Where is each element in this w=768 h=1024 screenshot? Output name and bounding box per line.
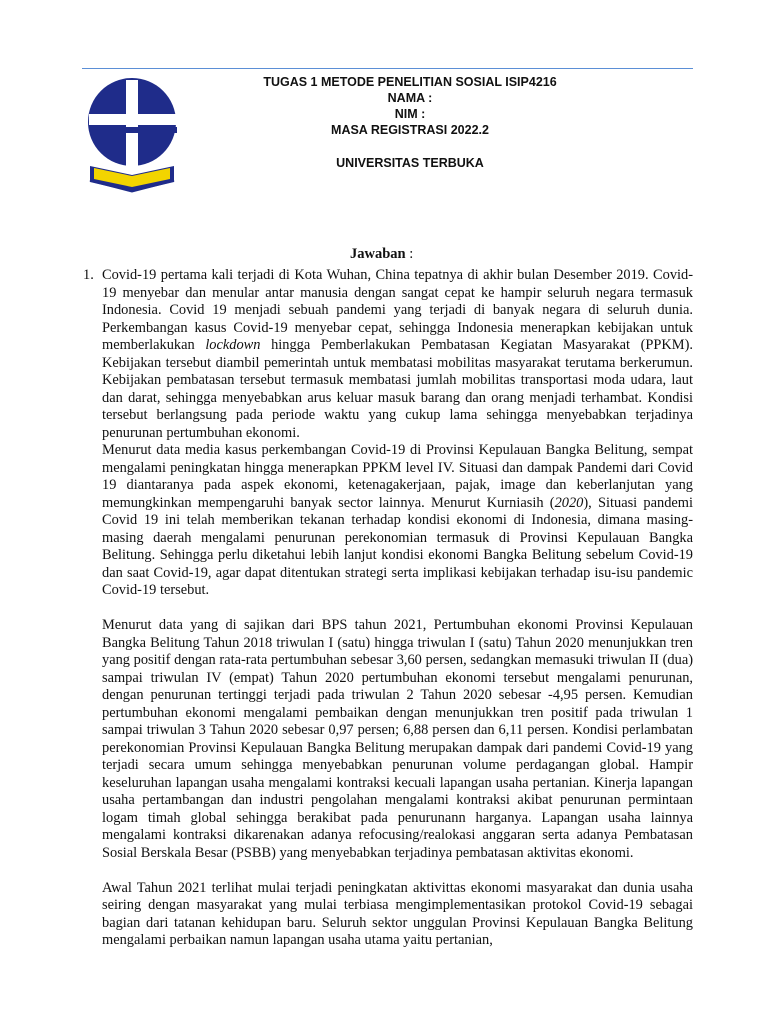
list-item-number: 1.	[83, 267, 94, 283]
header-name: NAMA :	[387, 91, 433, 105]
header-university: UNIVERSITAS TERBUKA	[336, 156, 484, 170]
header-title: TUGAS 1 METODE PENELITIAN SOSIAL ISIP4216	[263, 75, 557, 89]
paragraph-4: Awal Tahun 2021 terlihat mulai terjadi peningkatan aktivittas ekonomi masyarakat dan dunia usaha seiring dengan masyarakat yang mulai terbiasa mengimplementasikan protokol Covid-19 sebagai bagian dari tatanan kehidupan baru. Seluruh sektor unggulan Provinsi Kepulauan Bangka Belitung mengalami perbaikan namun lapangan usaha utama yaitu pertanian,	[102, 879, 693, 948]
paragraph-1	[102, 267, 693, 442]
paragraph-2-rest: ), Situasi pandemi Covid 19 ini telah memberikan tekanan terhadap kondisi ekonomi di Indonesia, dimana masing-masing daerah mengalami penurunan perekonomian termasuk di Provinsi Kepulauan Bangka Belitung. Sehingga perlu diketahui lebih lanjut kondisi ekonomi Bangka Belitung sebelum Covid-19 dan saat Covid-19, agar dapat ditentukan strategi serta implikasi kebijakan terhadap isu-isu pandemic Covid-19 tersebut.	[102, 494, 693, 598]
citation-year: 2020	[554, 494, 584, 511]
list-item-body	[102, 267, 693, 950]
header-registration: MASA REGISTRASI 2022.2	[331, 123, 489, 137]
answer-heading	[350, 246, 413, 263]
lockdown-term: lockdown	[205, 337, 261, 353]
answer-content	[83, 267, 693, 950]
answer-label: Jawaban	[350, 246, 406, 262]
paragraph-1-rest: hingga Pemberlakukan Pembatasan Kegiatan Masyarakat (PPKM). Kebijakan tersebut diambil pemerintah untuk membatasi mobilitas masyarakat terutama berkerumun. Kebijakan pembatasan tersebut termasuk membatasi jumlah mobilitas transportasi moda udara, laut dan darat, sehingga menyebabkan arus keluar masuk barang dan orang menjadi terhambat. Kondisi tersebut berlangsung pada periode waktu yang cukup lama sehingga menyebabkan terjadinya penurunan pertumbuhan ekonomi.	[102, 337, 693, 441]
header-nim: NIM :	[394, 107, 426, 121]
document-header	[200, 74, 620, 171]
universitas-terbuka-logo-icon	[86, 74, 182, 198]
paragraph-1-text: Covid-19 pertama kali terjadi di Kota Wuhan, China tepatnya di akhir bulan Desember 2019. Covid-19 menyebar dan menular antar manusia dengan sangat cepat ke hampir seluruh negara termasuk Indonesia. Covid 19 menjadi sebuah pandemi yang terjadi di banyak negara di seluruh dunia. Perkembangan kasus Covid-19 menyebar cepat, sehingga Indonesia menerapkan kebijakan untuk memberlakukan	[102, 267, 693, 353]
paragraph-2-text: Menurut data media kasus perkembangan Covid-19 di Provinsi Kepulauan Bangka Belitung, sempat mengalami peningkatan hingga menerapkan PPKM level IV. Situasi dan dampak Pandemi dari Covid 19 diantaranya pada aspek ekonomi, ketenagakerjaan, pajak, image dan keberlanjutan yang memungkinkan mempengaruhi banyak sector lainnya. Menurut Kurniasih (	[102, 442, 693, 511]
paragraph-3: Menurut data yang di sajikan dari BPS tahun 2021, Pertumbuhan ekonomi Provinsi Kepulauan Bangka Belitung Tahun 2018 triwulan I (satu) hingga triwulan I (satu) Tahun 2020 menunjukkan tren yang positif dengan rata-rata pertumbuhan sebesar 3,60 persen, sedangkan memasuki triwulan II (dua) sampai triwulan IV (empat) Tahun 2020 pertumbuhan ekonomi tersebut mengalami penurunan, dengan penurunan tertinggi terjadi pada triwulan 2 Tahun 2020 sebesar -4,95 persen. Kemudian pertumbuhan ekonomi mengalami pembaikan dengan menunjukkan tren positif pada triwulan 1 sampai triwulan 3 Tahun 2020 sebesar 0,97 persen; 6,88 persen dan 6,11 persen. Kondisi perlambatan perekonomian Provinsi Kepulauan Bangka Belitung merupakan dampak dari pandemi Covid-19 yang terjadi secara umum sehingga menyebabkan penurunan volume perdagangan global. Hampir keseluruhan lapangan usaha mengalami kontraksi kecuali lapangan usaha pertanian. Kinerja lapangan usaha pertambangan dan industri pengolahan mengalami kontraksi akibat penurunan permintaan logam timah global sehingga berakibat pada penurunann harganya. Lapangan usaha lainnya mengalami kontraksi dikarenakan adanya refocusing/realokasi anggaran serta adanya Pembatasan Sosial Berskala Besar (PSBB) yang menyebabkan terjadinya pembatasan aktivitas ekonomi.	[102, 617, 693, 861]
paragraph-2	[102, 442, 693, 600]
top-rule	[82, 68, 693, 69]
list-item	[83, 267, 693, 950]
answer-colon: :	[405, 246, 414, 262]
